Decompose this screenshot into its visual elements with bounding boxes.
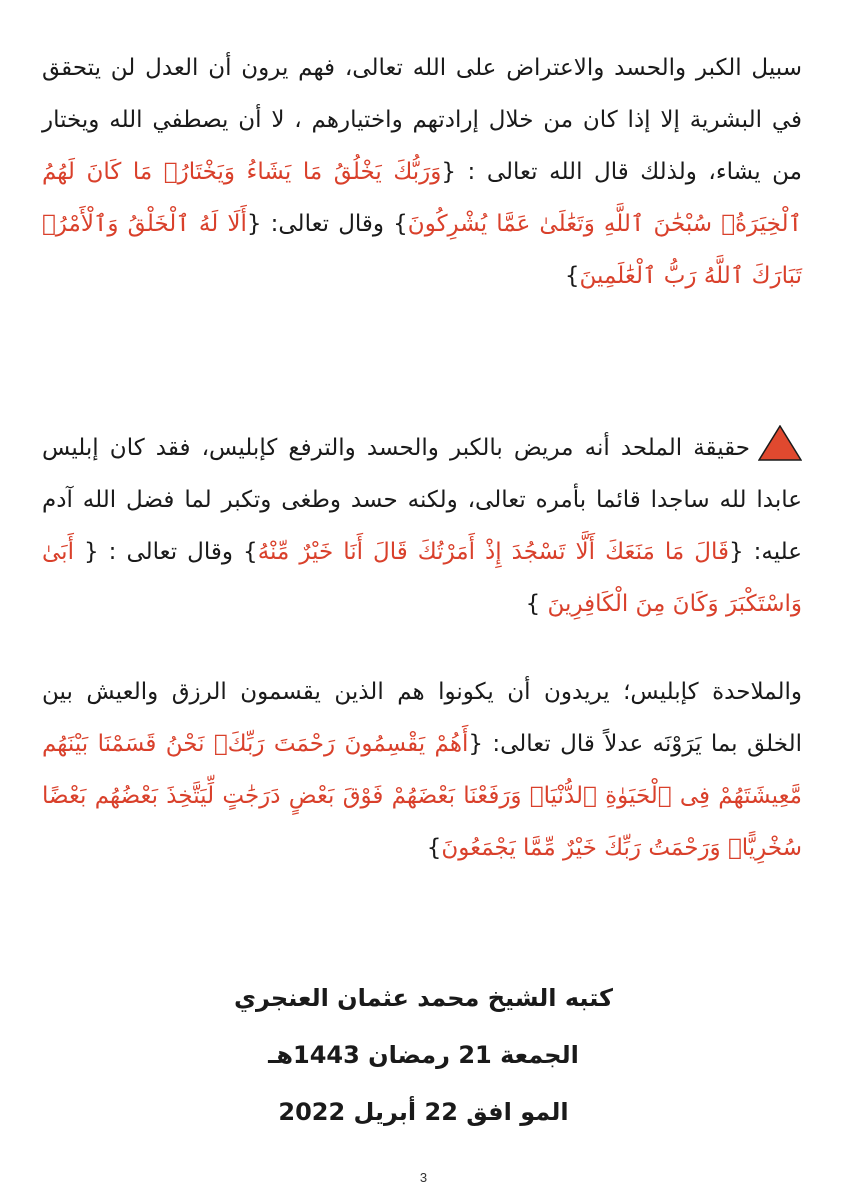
paragraph-2-text-mid: } وقال تعالى : {	[73, 539, 258, 565]
paragraph-2-text-end: }	[525, 591, 548, 617]
paragraph-1-text-mid: } وقال تعالى: {	[246, 211, 408, 237]
paragraph-3	[42, 666, 802, 874]
author-signature: كتبه الشيخ محمد عثمان العنجري	[234, 984, 613, 1012]
quran-verse-4: أَبَىٰ وَاسْتَكْبَرَ وَكَانَ مِنَ الْكَافِرِينَ	[42, 539, 802, 617]
gregorian-date: المو افق 22 أبريل 2022	[278, 1098, 569, 1126]
red-triangle-icon	[758, 425, 802, 461]
paragraph-3-text-end: }	[426, 835, 442, 861]
paragraph-1-text-start: سبيل الكبر والحسد والاعتراض على الله تعالى، فهم يرون أن العدل لن يتحقق في البشرية إلا إذا كان من خلال إرادتهم واختيارهم ، لا أن يصطفي الله ويختار من يشاء، ولذلك قال الله تعالى : {	[42, 55, 802, 185]
quran-verse-3: قَالَ مَا مَنَعَكَ أَلَّا تَسْجُدَ إِذْ أَمَرْتُكَ قَالَ أَنَا خَيْرٌ مِّنْهُ	[257, 539, 729, 565]
quran-verse-5: أَهُمْ يَقْسِمُونَ رَحْمَتَ رَبِّكَۚ نَحْنُ قَسَمْنَا بَيْنَهُم مَّعِيشَتَهُمْ فِى ٱلْحَيَوٰةِ ٱلدُّنْيَاۚ وَرَفَعْنَا بَعْضَهُمْ فَوْقَ بَعْضٍ دَرَجَٰتٍ لِّيَتَّخِذَ بَعْضُهُم بَعْضًا سُخْرِيًّاۗ وَرَحْمَتُ رَبِّكَ خَيْرٌ مِّمَّا يَجْمَعُونَ	[42, 731, 802, 861]
paragraph-3-text-start: والملاحدة كإبليس؛ يريدون أن يكونوا هم الذين يقسمون الرزق والعيش بين الخلق بما يَرَوْنَه عدلاً قال تعالى: {	[42, 679, 802, 757]
paragraph-1-text-end: }	[564, 263, 580, 289]
quran-verse-1: وَرَبُّكَ يَخْلُقُ مَا يَشَاءُ وَيَخْتَارُۗ مَا كَانَ لَهُمُ ٱلْخِيَرَةُۚ سُبْحَٰنَ ٱللَّهِ وَتَعَٰلَىٰ عَمَّا يُشْرِكُونَ	[42, 159, 803, 237]
paragraph-2	[42, 422, 802, 630]
page-number: 3	[419, 1170, 428, 1185]
paragraph-1	[42, 42, 802, 302]
hijri-date: الجمعة 21 رمضان 1443هـ	[268, 1041, 579, 1069]
paragraph-2-text-start: حقيقة الملحد أنه مريض بالكبر والحسد والترفع كإبليس، فقد كان إبليس عابدا لله ساجدا قائما بأمره تعالى، ولكنه حسد وطغى وتكبر لما فضل الله آدم عليه: {	[42, 435, 802, 565]
quran-verse-2: أَلَا لَهُ ٱلْخَلْقُ وَٱلْأَمْرُۗ تَبَارَكَ ٱللَّهُ رَبُّ ٱلْعَٰلَمِينَ	[42, 211, 802, 289]
